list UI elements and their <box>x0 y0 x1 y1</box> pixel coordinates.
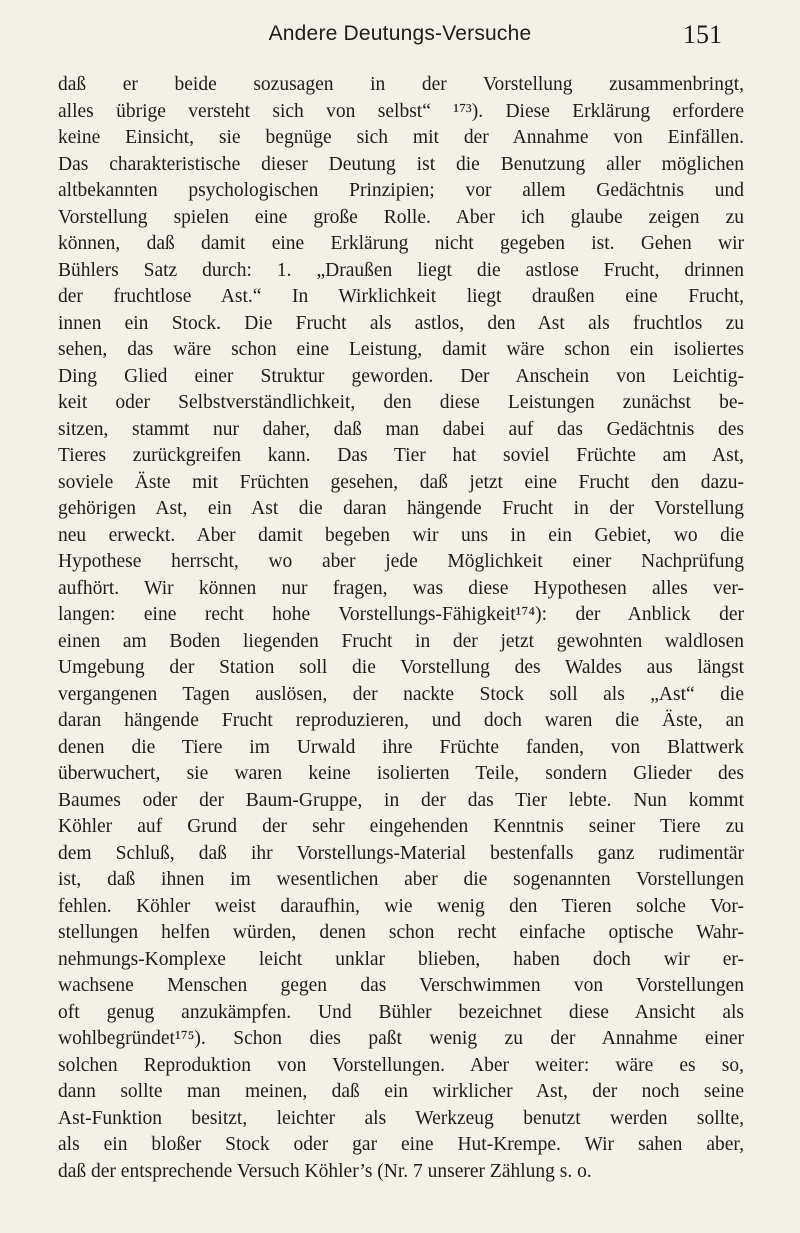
text-line: Umgebung der Station soll die Vorstellung des Waldes aus längst <box>58 657 744 678</box>
text-line: wachsene Menschen gegen das Verschwimmen von Vorstellungen <box>58 975 744 996</box>
text-line: solchen Reproduktion von Vorstellungen. Aber weiter: wäre es so, <box>58 1054 744 1076</box>
text-line: Hypothese herrscht, wo aber jede Möglichkeit einer Nachprüfung <box>58 551 744 572</box>
running-title: Andere Deutungs-Versuche <box>268 22 532 45</box>
text-line: Bühlers Satz durch: 1. „Draußen liegt die astlose Frucht, drinnen <box>58 259 744 281</box>
text-line: daß der entsprechende Versuch Köhler’s (Nr. 7 unserer Zählung s. o. <box>58 1160 592 1182</box>
page-number: 151 <box>683 20 722 49</box>
running-head <box>0 20 800 50</box>
text-line: Das charakteristische dieser Deutung ist die Benutzung aller möglichen <box>58 153 744 175</box>
text-line: stellungen helfen würden, denen schon recht einfache optische Wahr- <box>58 922 744 943</box>
text-line: als ein bloßer Stock oder gar eine Hut-Krempe. Wir sahen aber, <box>58 1134 744 1155</box>
text-line: keit oder Selbstverständlichkeit, den diese Leistungen zunächst be- <box>58 392 744 413</box>
text-line: fehlen. Köhler weist daraufhin, wie wenig den Tieren solche Vor- <box>58 895 744 917</box>
text-line: gehörigen Ast, ein Ast die daran hängende Frucht in der Vorstellung <box>58 498 744 519</box>
text-line: dann sollte man meinen, daß ein wirklicher Ast, der noch seine <box>58 1081 744 1102</box>
text-line: Baumes oder der Baum-Gruppe, in der das Tier lebte. Nun kommt <box>58 789 744 811</box>
text-line: altbekannten psychologischen Prinzipien; vor allem Gedächtnis und <box>58 180 744 201</box>
text-line: innen ein Stock. Die Frucht als astlos, den Ast als fruchtlos zu <box>58 312 744 334</box>
text-line: soviele Äste mit Früchten gesehen, daß jetzt eine Frucht den dazu- <box>58 471 744 493</box>
text-line: Ast-Funktion besitzt, leichter als Werkzeug benutzt werden sollte, <box>58 1107 744 1129</box>
text-line: dem Schluß, daß ihr Vorstellungs-Material bestenfalls ganz rudimentär <box>58 842 744 864</box>
text-line: sehen, das wäre schon eine Leistung, damit wäre schon ein isoliertes <box>58 339 744 360</box>
text-line: daran hängende Frucht reproduzieren, und doch waren die Äste, an <box>58 710 744 731</box>
text-line: nehmungs-Komplexe leicht unklar blieben, haben doch wir er- <box>58 948 744 970</box>
text-line: aufhört. Wir können nur fragen, was diese Hypothesen alles ver- <box>58 577 744 599</box>
text-line: Ding Glied einer Struktur geworden. Der Anschein von Leichtig- <box>58 365 744 387</box>
text-line: sitzen, stammt nur daher, daß man dabei auf das Gedächtnis des <box>58 418 744 440</box>
text-line: langen: eine recht hohe Vorstellungs-Fähigkeit¹⁷⁴): der Anblick der <box>58 604 744 625</box>
text-line: überwuchert, sie waren keine isolierten Teile, sondern Glieder des <box>58 763 744 784</box>
text-line: einen am Boden liegenden Frucht in der jetzt gewohnten waldlosen <box>58 630 744 652</box>
text-line: Tieres zurückgreifen kann. Das Tier hat soviel Früchte am Ast, <box>58 445 744 466</box>
text-line: vergangenen Tagen auslösen, der nackte Stock soll als „Ast“ die <box>58 683 744 705</box>
text-line: keine Einsicht, sie begnüge sich mit der Annahme von Einfällen. <box>58 127 744 148</box>
text-line: denen die Tiere im Urwald ihre Früchte fanden, von Blattwerk <box>58 736 744 758</box>
text-line: ist, daß ihnen im wesentlichen aber die sogenannten Vorstellungen <box>58 869 744 890</box>
text-line: oft genug anzukämpfen. Und Bühler bezeichnet diese Ansicht als <box>58 1001 744 1023</box>
text-line: neu erweckt. Aber damit begeben wir uns in ein Gebiet, wo die <box>58 524 744 546</box>
text-line: alles übrige versteht sich von selbst“ ¹⁷³). Diese Erklärung erfordere <box>58 100 744 122</box>
text-line: der fruchtlose Ast.“ In Wirklichkeit liegt draußen eine Frucht, <box>58 286 744 307</box>
text-line: wohlbegründet¹⁷⁵). Schon dies paßt wenig zu der Annahme einer <box>58 1028 744 1049</box>
body-text <box>58 72 744 1185</box>
text-line: Köhler auf Grund der sehr eingehenden Kenntnis seiner Tiere zu <box>58 816 744 837</box>
text-line: daß er beide sozusagen in der Vorstellung zusammenbringt, <box>58 74 744 95</box>
text-line: Vorstellung spielen eine große Rolle. Aber ich glaube zeigen zu <box>58 206 744 228</box>
text-line: können, daß damit eine Erklärung nicht gegeben ist. Gehen wir <box>58 233 744 254</box>
